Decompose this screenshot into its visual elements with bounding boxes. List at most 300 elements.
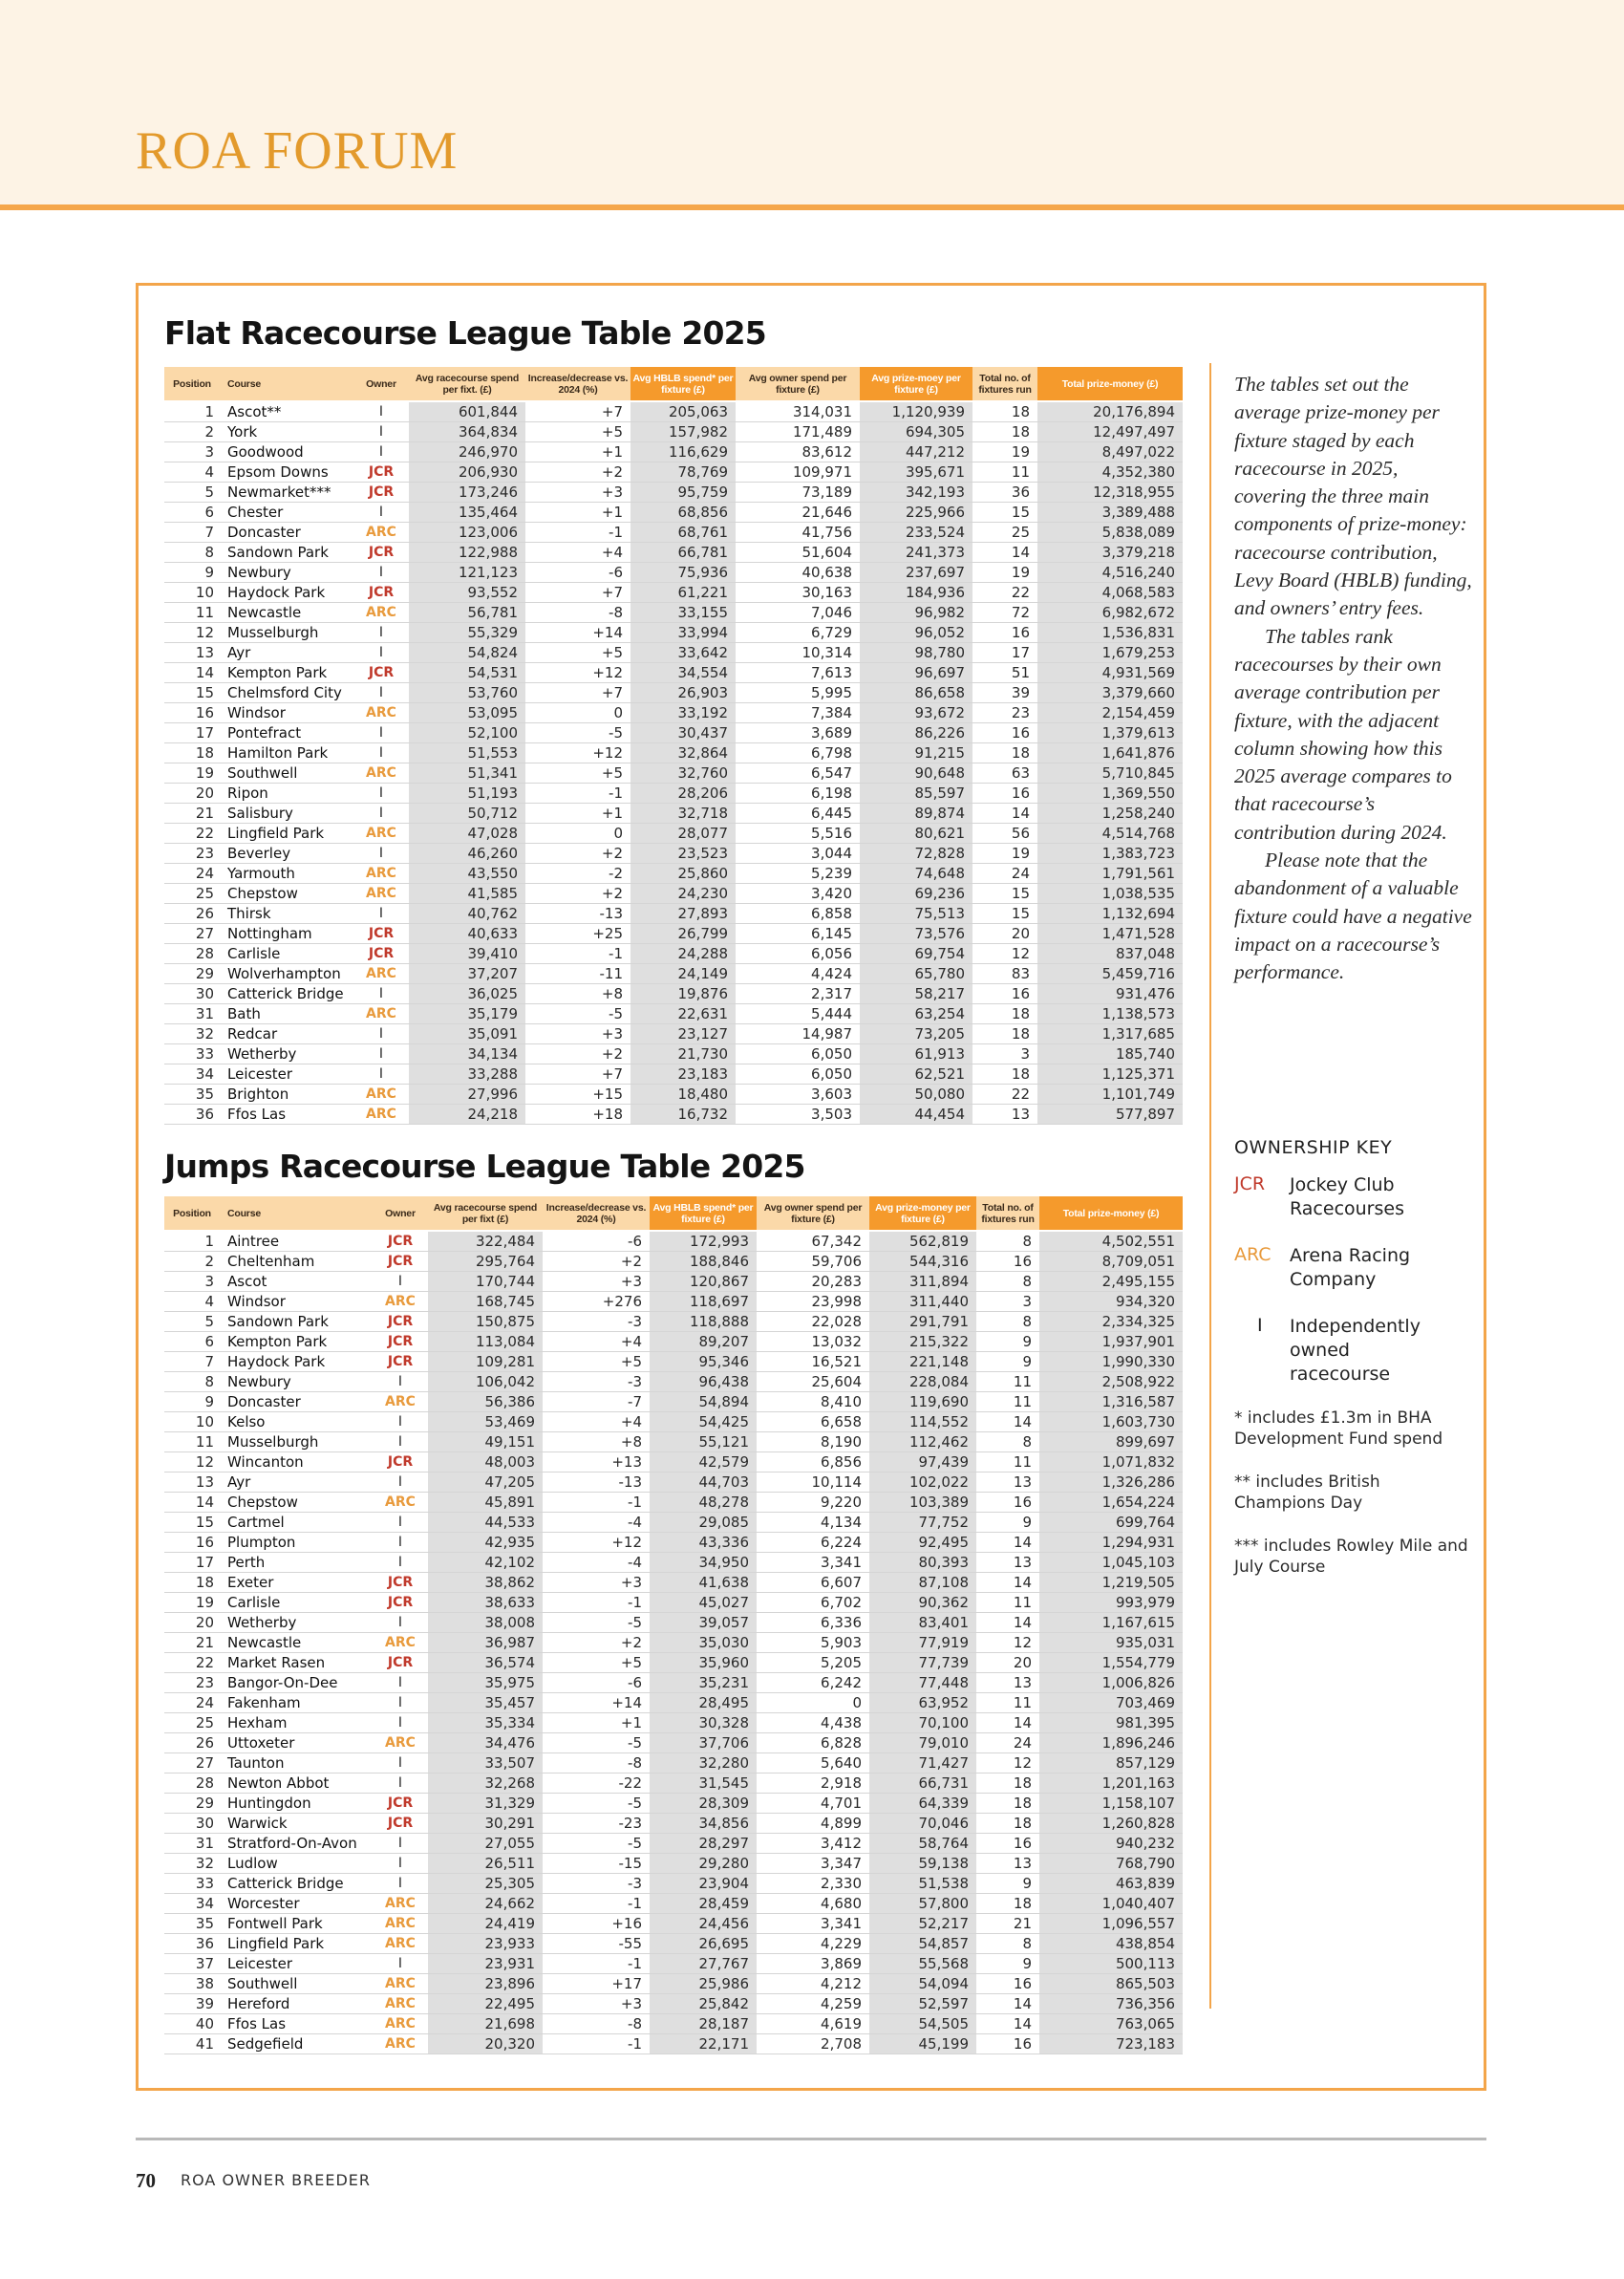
table-row [164, 1954, 1183, 1974]
cell-owner: I [353, 503, 409, 523]
cell-fixtures-run: 72 [972, 603, 1037, 623]
cell-avg-racecourse-spend: 38,008 [428, 1613, 543, 1633]
cell-fixtures-run: 3 [976, 1292, 1039, 1312]
cell-course: Wetherby [220, 1613, 373, 1633]
table-row [164, 884, 1183, 904]
cell-avg-hblb-spend: 188,846 [650, 1252, 757, 1272]
cell-change-vs-2024: +16 [543, 1914, 650, 1934]
cell-total-prize-money: 5,710,845 [1037, 763, 1183, 784]
cell-avg-racecourse-spend: 364,834 [409, 422, 525, 442]
cell-avg-prize-money: 544,316 [869, 1252, 976, 1272]
cell-avg-hblb-spend: 32,864 [630, 743, 736, 763]
cell-course: Newbury [220, 563, 353, 583]
cell-avg-owner-spend: 2,317 [736, 984, 860, 1004]
cell-position: 16 [164, 1533, 220, 1553]
cell-position: 3 [164, 442, 220, 462]
cell-owner: I [373, 1513, 428, 1533]
cell-owner: JCR [353, 924, 409, 944]
cell-avg-owner-spend: 22,028 [757, 1312, 869, 1332]
cell-total-prize-money: 940,232 [1039, 1834, 1183, 1854]
cell-total-prize-money: 3,379,218 [1037, 543, 1183, 563]
cell-avg-prize-money: 69,754 [860, 944, 972, 964]
cell-avg-hblb-spend: 33,155 [630, 603, 736, 623]
jumps-table-title: Jumps Racecourse League Table 2025 [164, 1148, 805, 1185]
cell-owner: JCR [353, 583, 409, 603]
cell-total-prize-money: 699,764 [1039, 1513, 1183, 1533]
ownership-key-title: OWNERSHIP KEY [1234, 1137, 1393, 1158]
cell-fixtures-run: 12 [976, 1753, 1039, 1774]
cell-avg-racecourse-spend: 35,334 [428, 1713, 543, 1733]
cell-owner: I [373, 1713, 428, 1733]
cell-avg-owner-spend: 73,189 [736, 483, 860, 503]
table-row [164, 2014, 1183, 2034]
cell-change-vs-2024: -5 [543, 1613, 650, 1633]
cell-avg-racecourse-spend: 36,025 [409, 984, 525, 1004]
table-row [164, 1814, 1183, 1834]
cell-course: Huntingdon [220, 1794, 373, 1814]
cell-change-vs-2024: -8 [543, 1753, 650, 1774]
cell-avg-owner-spend: 7,613 [736, 663, 860, 683]
cell-avg-hblb-spend: 16,732 [630, 1105, 736, 1125]
cell-avg-prize-money: 85,597 [860, 784, 972, 804]
cell-position: 33 [164, 1044, 220, 1064]
cell-avg-hblb-spend: 28,459 [650, 1894, 757, 1914]
cell-course: Musselburgh [220, 1432, 373, 1452]
cell-total-prize-money: 577,897 [1037, 1105, 1183, 1125]
jumps-header-row [164, 1196, 1183, 1231]
cell-owner: ARC [353, 703, 409, 723]
table-row [164, 1312, 1183, 1332]
cell-avg-prize-money: 447,212 [860, 442, 972, 462]
table-row [164, 1513, 1183, 1533]
column-header-position: Position [164, 367, 220, 401]
cell-avg-hblb-spend: 28,297 [650, 1834, 757, 1854]
cell-position: 19 [164, 763, 220, 784]
cell-position: 35 [164, 1085, 220, 1105]
cell-avg-prize-money: 114,552 [869, 1412, 976, 1432]
cell-position: 32 [164, 1854, 220, 1874]
cell-position: 31 [164, 1834, 220, 1854]
cell-avg-racecourse-spend: 322,484 [428, 1231, 543, 1252]
cell-fixtures-run: 25 [972, 523, 1037, 543]
cell-fixtures-run: 9 [976, 1954, 1039, 1974]
cell-avg-racecourse-spend: 150,875 [428, 1312, 543, 1332]
cell-fixtures-run: 14 [972, 543, 1037, 563]
cell-avg-prize-money: 91,215 [860, 743, 972, 763]
key-item-jcr [1234, 1173, 1473, 1221]
cell-avg-prize-money: 69,236 [860, 884, 972, 904]
cell-position: 16 [164, 703, 220, 723]
cell-fixtures-run: 11 [976, 1593, 1039, 1613]
jumps-league-table [164, 1196, 1183, 2054]
cell-owner: I [373, 1753, 428, 1774]
cell-position: 35 [164, 1914, 220, 1934]
cell-fixtures-run: 39 [972, 683, 1037, 703]
cell-course: Bangor-On-Dee [220, 1673, 373, 1693]
cell-course: Wincanton [220, 1452, 373, 1473]
cell-position: 24 [164, 864, 220, 884]
cell-position: 14 [164, 1493, 220, 1513]
cell-avg-owner-spend: 23,998 [757, 1292, 869, 1312]
cell-avg-owner-spend: 25,604 [757, 1372, 869, 1392]
cell-course: Hereford [220, 1994, 373, 2014]
cell-position: 12 [164, 1452, 220, 1473]
flat-league-table [164, 367, 1183, 1125]
note-paragraph: The tables set out the average prize-money per fixture staged by each racecourse in 2025, covering the three main components of prize-money: racecourse contribution, Levy Board (HBLB) funding, and owners’ entry fees. [1234, 373, 1472, 620]
cell-avg-racecourse-spend: 23,931 [428, 1954, 543, 1974]
cell-owner: I [373, 1533, 428, 1553]
key-code: ARC [1234, 1244, 1271, 1265]
table-row [164, 1493, 1183, 1513]
cell-fixtures-run: 16 [972, 723, 1037, 743]
cell-avg-prize-money: 54,505 [869, 2014, 976, 2034]
cell-avg-hblb-spend: 31,545 [650, 1774, 757, 1794]
cell-position: 36 [164, 1105, 220, 1125]
cell-avg-hblb-spend: 22,171 [650, 2034, 757, 2054]
cell-course: Redcar [220, 1024, 353, 1044]
cell-owner: ARC [373, 1914, 428, 1934]
key-code: I [1257, 1315, 1263, 1336]
cell-avg-hblb-spend: 27,893 [630, 904, 736, 924]
cell-owner: JCR [373, 1593, 428, 1613]
cell-position: 40 [164, 2014, 220, 2034]
cell-fixtures-run: 14 [976, 1713, 1039, 1733]
cell-avg-racecourse-spend: 123,006 [409, 523, 525, 543]
cell-avg-racecourse-spend: 20,320 [428, 2034, 543, 2054]
table-row [164, 1252, 1183, 1272]
cell-course: Doncaster [220, 523, 353, 543]
cell-avg-prize-money: 66,731 [869, 1774, 976, 1794]
cell-course: Nottingham [220, 924, 353, 944]
cell-avg-hblb-spend: 43,336 [650, 1533, 757, 1553]
cell-change-vs-2024: -1 [543, 1894, 650, 1914]
cell-avg-prize-money: 75,513 [860, 904, 972, 924]
footnote-ascot: ** includes British Champions Day [1234, 1473, 1380, 1513]
cell-avg-racecourse-spend: 246,970 [409, 442, 525, 462]
cell-owner: ARC [353, 603, 409, 623]
cell-avg-owner-spend: 6,828 [757, 1733, 869, 1753]
cell-owner: I [353, 563, 409, 583]
cell-avg-racecourse-spend: 106,042 [428, 1372, 543, 1392]
cell-avg-owner-spend: 7,046 [736, 603, 860, 623]
cell-owner: I [353, 743, 409, 763]
cell-avg-owner-spend: 8,410 [757, 1392, 869, 1412]
cell-change-vs-2024: +18 [525, 1105, 630, 1125]
cell-avg-prize-money: 311,894 [869, 1272, 976, 1292]
cell-course: Warwick [220, 1814, 373, 1834]
cell-avg-prize-money: 233,524 [860, 523, 972, 543]
cell-fixtures-run: 18 [972, 1024, 1037, 1044]
table-row [164, 1613, 1183, 1633]
cell-total-prize-money: 981,395 [1039, 1713, 1183, 1733]
cell-change-vs-2024: +17 [543, 1974, 650, 1994]
cell-course: Perth [220, 1553, 373, 1573]
cell-position: 20 [164, 1613, 220, 1633]
cell-position: 21 [164, 804, 220, 824]
cell-owner: ARC [373, 1934, 428, 1954]
cell-total-prize-money: 1,125,371 [1037, 1064, 1183, 1085]
cell-avg-racecourse-spend: 36,987 [428, 1633, 543, 1653]
cell-avg-prize-money: 52,217 [869, 1914, 976, 1934]
cell-total-prize-money: 4,516,240 [1037, 563, 1183, 583]
cell-course: Hamilton Park [220, 743, 353, 763]
cell-owner: ARC [373, 1974, 428, 1994]
cell-fixtures-run: 9 [976, 1332, 1039, 1352]
cell-avg-prize-money: 65,780 [860, 964, 972, 984]
cell-avg-prize-money: 225,966 [860, 503, 972, 523]
cell-owner: JCR [353, 462, 409, 483]
cell-owner: ARC [373, 1994, 428, 2014]
cell-avg-racecourse-spend: 34,476 [428, 1733, 543, 1753]
cell-course: Kempton Park [220, 1332, 373, 1352]
cell-avg-prize-money: 694,305 [860, 422, 972, 442]
cell-position: 20 [164, 784, 220, 804]
table-row [164, 1085, 1183, 1105]
cell-avg-prize-money: 90,362 [869, 1593, 976, 1613]
cell-total-prize-money: 8,709,051 [1039, 1252, 1183, 1272]
cell-avg-hblb-spend: 37,706 [650, 1733, 757, 1753]
cell-avg-owner-spend: 4,619 [757, 2014, 869, 2034]
cell-fixtures-run: 16 [972, 784, 1037, 804]
cell-avg-hblb-spend: 120,867 [650, 1272, 757, 1292]
cell-change-vs-2024: -1 [543, 2034, 650, 2054]
cell-avg-hblb-spend: 78,769 [630, 462, 736, 483]
cell-change-vs-2024: +15 [525, 1085, 630, 1105]
cell-owner: I [353, 784, 409, 804]
cell-course: Leicester [220, 1954, 373, 1974]
cell-fixtures-run: 12 [972, 944, 1037, 964]
cell-fixtures-run: 13 [976, 1673, 1039, 1693]
cell-change-vs-2024: -22 [543, 1774, 650, 1794]
cell-avg-owner-spend: 6,224 [757, 1533, 869, 1553]
cell-avg-hblb-spend: 116,629 [630, 442, 736, 462]
cell-owner: I [373, 1954, 428, 1974]
cell-course: Fakenham [220, 1693, 373, 1713]
cell-position: 13 [164, 643, 220, 663]
cell-change-vs-2024: +5 [543, 1653, 650, 1673]
cell-course: Ayr [220, 643, 353, 663]
cell-avg-racecourse-spend: 122,988 [409, 543, 525, 563]
cell-fixtures-run: 18 [972, 1004, 1037, 1024]
cell-avg-hblb-spend: 24,230 [630, 884, 736, 904]
cell-owner: I [373, 1272, 428, 1292]
column-header-fixtures-run: Total no. of fixtures run [976, 1196, 1039, 1231]
cell-avg-owner-spend: 6,798 [736, 743, 860, 763]
key-item-arc [1234, 1244, 1473, 1292]
cell-avg-hblb-spend: 33,192 [630, 703, 736, 723]
cell-avg-owner-spend: 3,044 [736, 844, 860, 864]
cell-position: 5 [164, 483, 220, 503]
column-header-course: Course [220, 1196, 373, 1231]
cell-avg-racecourse-spend: 41,585 [409, 884, 525, 904]
cell-total-prize-money: 935,031 [1039, 1633, 1183, 1653]
table-row [164, 1372, 1183, 1392]
header-rule [0, 204, 1624, 210]
cell-total-prize-money: 12,497,497 [1037, 422, 1183, 442]
cell-position: 11 [164, 603, 220, 623]
cell-owner: JCR [373, 1452, 428, 1473]
cell-course: Newcastle [220, 603, 353, 623]
cell-avg-hblb-spend: 19,876 [630, 984, 736, 1004]
cell-owner: I [373, 1874, 428, 1894]
cell-position: 17 [164, 723, 220, 743]
cell-fixtures-run: 14 [972, 804, 1037, 824]
footnote-hblb: * includes £1.3m in BHA Development Fund spend [1234, 1408, 1443, 1449]
table-row [164, 483, 1183, 503]
cell-change-vs-2024: -1 [525, 523, 630, 543]
cell-total-prize-money: 1,896,246 [1039, 1733, 1183, 1753]
cell-fixtures-run: 16 [976, 1252, 1039, 1272]
cell-avg-hblb-spend: 61,221 [630, 583, 736, 603]
cell-avg-racecourse-spend: 53,095 [409, 703, 525, 723]
cell-fixtures-run: 8 [976, 1432, 1039, 1452]
cell-owner: JCR [353, 543, 409, 563]
cell-change-vs-2024: -11 [525, 964, 630, 984]
table-row [164, 1553, 1183, 1573]
cell-fixtures-run: 24 [972, 864, 1037, 884]
table-row [164, 1774, 1183, 1794]
cell-position: 22 [164, 824, 220, 844]
column-header-total-prize-money: Total prize-money (£) [1037, 367, 1183, 401]
cell-total-prize-money: 1,096,557 [1039, 1914, 1183, 1934]
cell-owner: ARC [373, 1292, 428, 1312]
cell-avg-prize-money: 97,439 [869, 1452, 976, 1473]
table-row [164, 643, 1183, 663]
cell-change-vs-2024: -3 [543, 1372, 650, 1392]
cell-total-prize-money: 736,356 [1039, 1994, 1183, 2014]
cell-fixtures-run: 22 [972, 583, 1037, 603]
cell-avg-owner-spend: 6,242 [757, 1673, 869, 1693]
cell-avg-owner-spend: 171,489 [736, 422, 860, 442]
table-row [164, 703, 1183, 723]
cell-fixtures-run: 8 [976, 1272, 1039, 1292]
cell-avg-racecourse-spend: 54,824 [409, 643, 525, 663]
cell-fixtures-run: 20 [972, 924, 1037, 944]
cell-change-vs-2024: -4 [543, 1513, 650, 1533]
cell-course: Catterick Bridge [220, 1874, 373, 1894]
cell-avg-racecourse-spend: 53,469 [428, 1412, 543, 1432]
cell-change-vs-2024: -1 [543, 1954, 650, 1974]
cell-position: 27 [164, 1753, 220, 1774]
cell-position: 3 [164, 1272, 220, 1292]
cell-course: Ffos Las [220, 2014, 373, 2034]
cell-avg-racecourse-spend: 295,764 [428, 1252, 543, 1272]
cell-avg-owner-spend: 3,341 [757, 1553, 869, 1573]
cell-avg-prize-money: 237,697 [860, 563, 972, 583]
note-paragraph: The tables rank racecourses by their own average contribution per fixture, with the adjacent column showing how this 2025 average compares to that racecourse’s contribution during 2024. [1234, 624, 1452, 844]
cell-change-vs-2024: -8 [525, 603, 630, 623]
cell-change-vs-2024: +2 [525, 1044, 630, 1064]
cell-total-prize-money: 1,167,615 [1039, 1613, 1183, 1633]
cell-avg-owner-spend: 6,658 [757, 1412, 869, 1432]
cell-position: 39 [164, 1994, 220, 2014]
table-row [164, 1673, 1183, 1693]
cell-course: Worcester [220, 1894, 373, 1914]
cell-avg-hblb-spend: 34,554 [630, 663, 736, 683]
cell-course: Kelso [220, 1412, 373, 1432]
key-label: Jockey Club Racecourses [1290, 1174, 1404, 1219]
cell-avg-owner-spend: 3,869 [757, 1954, 869, 1974]
table-row [164, 1392, 1183, 1412]
table-row [164, 1693, 1183, 1713]
cell-avg-owner-spend: 67,342 [757, 1231, 869, 1252]
cell-avg-prize-money: 311,440 [869, 1292, 976, 1312]
cell-change-vs-2024: +1 [525, 503, 630, 523]
cell-course: Pontefract [220, 723, 353, 743]
column-header-owner: Owner [373, 1196, 428, 1231]
cell-avg-hblb-spend: 24,456 [650, 1914, 757, 1934]
cell-course: Cartmel [220, 1513, 373, 1533]
cell-position: 5 [164, 1312, 220, 1332]
cell-avg-owner-spend: 3,503 [736, 1105, 860, 1125]
column-header-avg-prize-money: Avg prize-moey per fixture (£) [860, 367, 972, 401]
cell-avg-racecourse-spend: 33,288 [409, 1064, 525, 1085]
jumps-table-body [164, 1231, 1183, 2054]
cell-course: Newmarket*** [220, 483, 353, 503]
table-row [164, 1044, 1183, 1064]
cell-avg-owner-spend: 10,314 [736, 643, 860, 663]
cell-course: Ayr [220, 1473, 373, 1493]
cell-position: 24 [164, 1693, 220, 1713]
cell-avg-racecourse-spend: 54,531 [409, 663, 525, 683]
cell-avg-racecourse-spend: 109,281 [428, 1352, 543, 1372]
cell-avg-prize-money: 184,936 [860, 583, 972, 603]
cell-avg-owner-spend: 6,858 [736, 904, 860, 924]
cell-course: Wolverhampton [220, 964, 353, 984]
cell-avg-hblb-spend: 27,767 [650, 1954, 757, 1974]
cell-avg-prize-money: 70,100 [869, 1713, 976, 1733]
cell-course: Haydock Park [220, 583, 353, 603]
cell-position: 23 [164, 1673, 220, 1693]
cell-avg-racecourse-spend: 33,507 [428, 1753, 543, 1774]
cell-change-vs-2024: +1 [525, 442, 630, 462]
cell-change-vs-2024: -13 [525, 904, 630, 924]
cell-position: 6 [164, 503, 220, 523]
cell-fixtures-run: 19 [972, 563, 1037, 583]
cell-avg-hblb-spend: 34,950 [650, 1553, 757, 1573]
cell-avg-racecourse-spend: 38,633 [428, 1593, 543, 1613]
cell-avg-owner-spend: 8,190 [757, 1432, 869, 1452]
cell-avg-prize-money: 96,697 [860, 663, 972, 683]
cell-avg-racecourse-spend: 206,930 [409, 462, 525, 483]
cell-avg-owner-spend: 3,603 [736, 1085, 860, 1105]
cell-fixtures-run: 36 [972, 483, 1037, 503]
cell-owner: ARC [353, 1004, 409, 1024]
cell-avg-prize-money: 77,739 [869, 1653, 976, 1673]
cell-owner: I [373, 1372, 428, 1392]
cell-avg-prize-money: 50,080 [860, 1085, 972, 1105]
cell-owner: I [373, 1774, 428, 1794]
cell-position: 32 [164, 1024, 220, 1044]
cell-avg-racecourse-spend: 37,207 [409, 964, 525, 984]
cell-avg-prize-money: 291,791 [869, 1312, 976, 1332]
cell-avg-hblb-spend: 23,183 [630, 1064, 736, 1085]
table-row [164, 1352, 1183, 1372]
cell-change-vs-2024: +2 [525, 844, 630, 864]
cell-avg-racecourse-spend: 35,091 [409, 1024, 525, 1044]
cell-change-vs-2024: -4 [543, 1553, 650, 1573]
cell-change-vs-2024: -15 [543, 1854, 650, 1874]
cell-course: Kempton Park [220, 663, 353, 683]
cell-fixtures-run: 18 [972, 743, 1037, 763]
cell-avg-hblb-spend: 172,993 [650, 1231, 757, 1252]
cell-avg-prize-money: 59,138 [869, 1854, 976, 1874]
table-row [164, 1874, 1183, 1894]
cell-avg-owner-spend: 4,212 [757, 1974, 869, 1994]
cell-position: 29 [164, 1794, 220, 1814]
table-row [164, 1064, 1183, 1085]
cell-avg-owner-spend: 0 [757, 1693, 869, 1713]
